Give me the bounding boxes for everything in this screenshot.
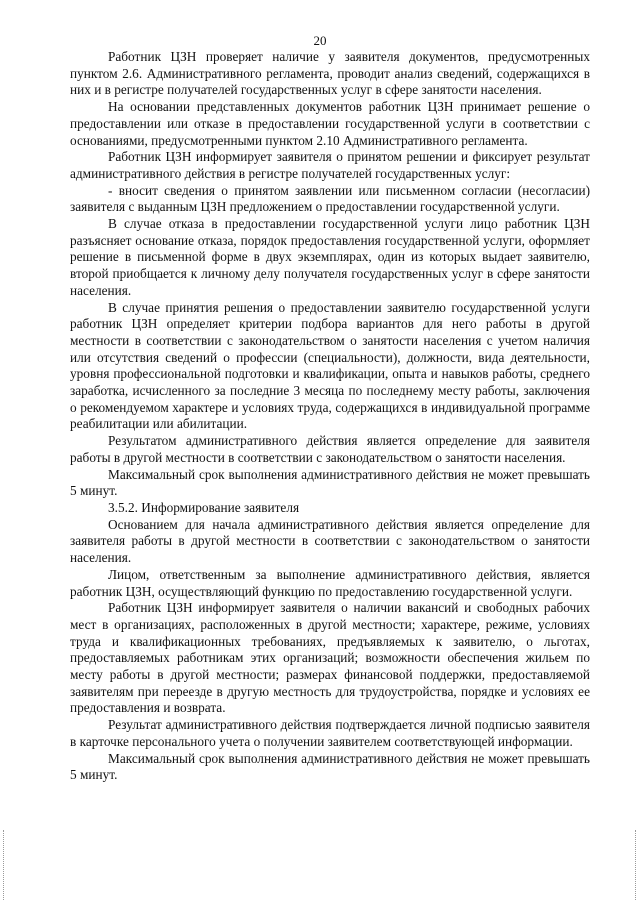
paragraph: Основанием для начала административного действия является определение для заявителя работы в другой местности в соответствии с законодательством о занятости населения.: [70, 516, 590, 566]
paragraph: В случае отказа в предоставлении государственной услуги лицо работник ЦЗН разъясняет основание отказа, порядок предоставления государственной услуги, оформляет решение в письменной форме в двух экземплярах, один из которых выдает заявителю, второй приобщается к личному делу получателя государственных услуг в сфере занятости населения.: [70, 216, 590, 298]
document-body: [70, 49, 590, 784]
scan-edge-mark-right: [635, 830, 637, 900]
paragraph: Лицом, ответственным за выполнение административного действия, является работник ЦЗН, осуществляющий функцию по предоставлению государственной услуги.: [70, 566, 590, 599]
paragraph: Работник ЦЗН проверяет наличие у заявителя документов, предусмотренных пунктом 2.6. Административного регламента, проводит анализ сведений, содержащихся в них и в регистре получателей государственных услуг в сфере занятости населения.: [70, 49, 590, 98]
paragraph: Максимальный срок выполнения административного действия не может превышать 5 минут.: [70, 750, 590, 783]
paragraph: В случае принятия решения о предоставлении заявителю государственной услуги работник ЦЗН определяет критерии подбора вариантов для него работы в другой местности в соответствии с законодательством о занятости населения с учетом наличия или отсутствия сведений о профессии (специальности), должности, вида деятельности, уровня профессиональной подготовки и квалификации, опыта и навыков работы, среднего заработка, исчисленного за последние 3 месяца по последнему месту работы, заключения о рекомендуемом характере и условиях труда, содержащихся в индивидуальной программе реабилитации или абилитации.: [70, 299, 590, 432]
paragraph: Результатом административного действия является определение для заявителя работы в другой местности в соответствии с законодательством о занятости населения.: [70, 433, 590, 465]
paragraph: Результат административного действия подтверждается личной подписью заявителя в карточке персонального учета о получении заявителем соответствующей информации.: [70, 717, 590, 749]
page-number: 20: [313, 33, 327, 48]
paragraph: На основании представленных документов работник ЦЗН принимает решение о предоставлении или отказе в предоставлении государственной услуги в соответствии с основаниями, предусмотренными пунктом 2.10 Административного регламента.: [70, 99, 590, 148]
section-heading: 3.5.2. Информирование заявителя: [108, 499, 300, 515]
paragraph: Работник ЦЗН информирует заявителя о наличии вакансий и свободных рабочих мест в организациях, расположенных в другой местности; характере, режиме, условиях труда и квалификационных требованиях, предъявляемых к заявителю, о льготах, предоставляемых работникам этих организаций; возможности обеспечения жильем по месту работы в другой местности; размерах финансовой поддержки, предоставляемой заявителям при переезде в другую местность для трудоустройства, порядке и условиях ее предоставления и возврата.: [70, 600, 590, 716]
paragraph: Максимальный срок выполнения административного действия не может превышать 5 минут.: [70, 466, 590, 499]
paragraph: - вносит сведения о принятом заявлении или письменном согласии (несогласии) заявителя с выданным ЦЗН предложением о предоставлении государственной услуги.: [70, 182, 590, 215]
scan-edge-mark-left: [3, 830, 5, 900]
paragraph: Работник ЦЗН информирует заявителя о принятом решении и фиксирует результат административного действия в регистре получателей государственных услуг:: [70, 149, 590, 181]
